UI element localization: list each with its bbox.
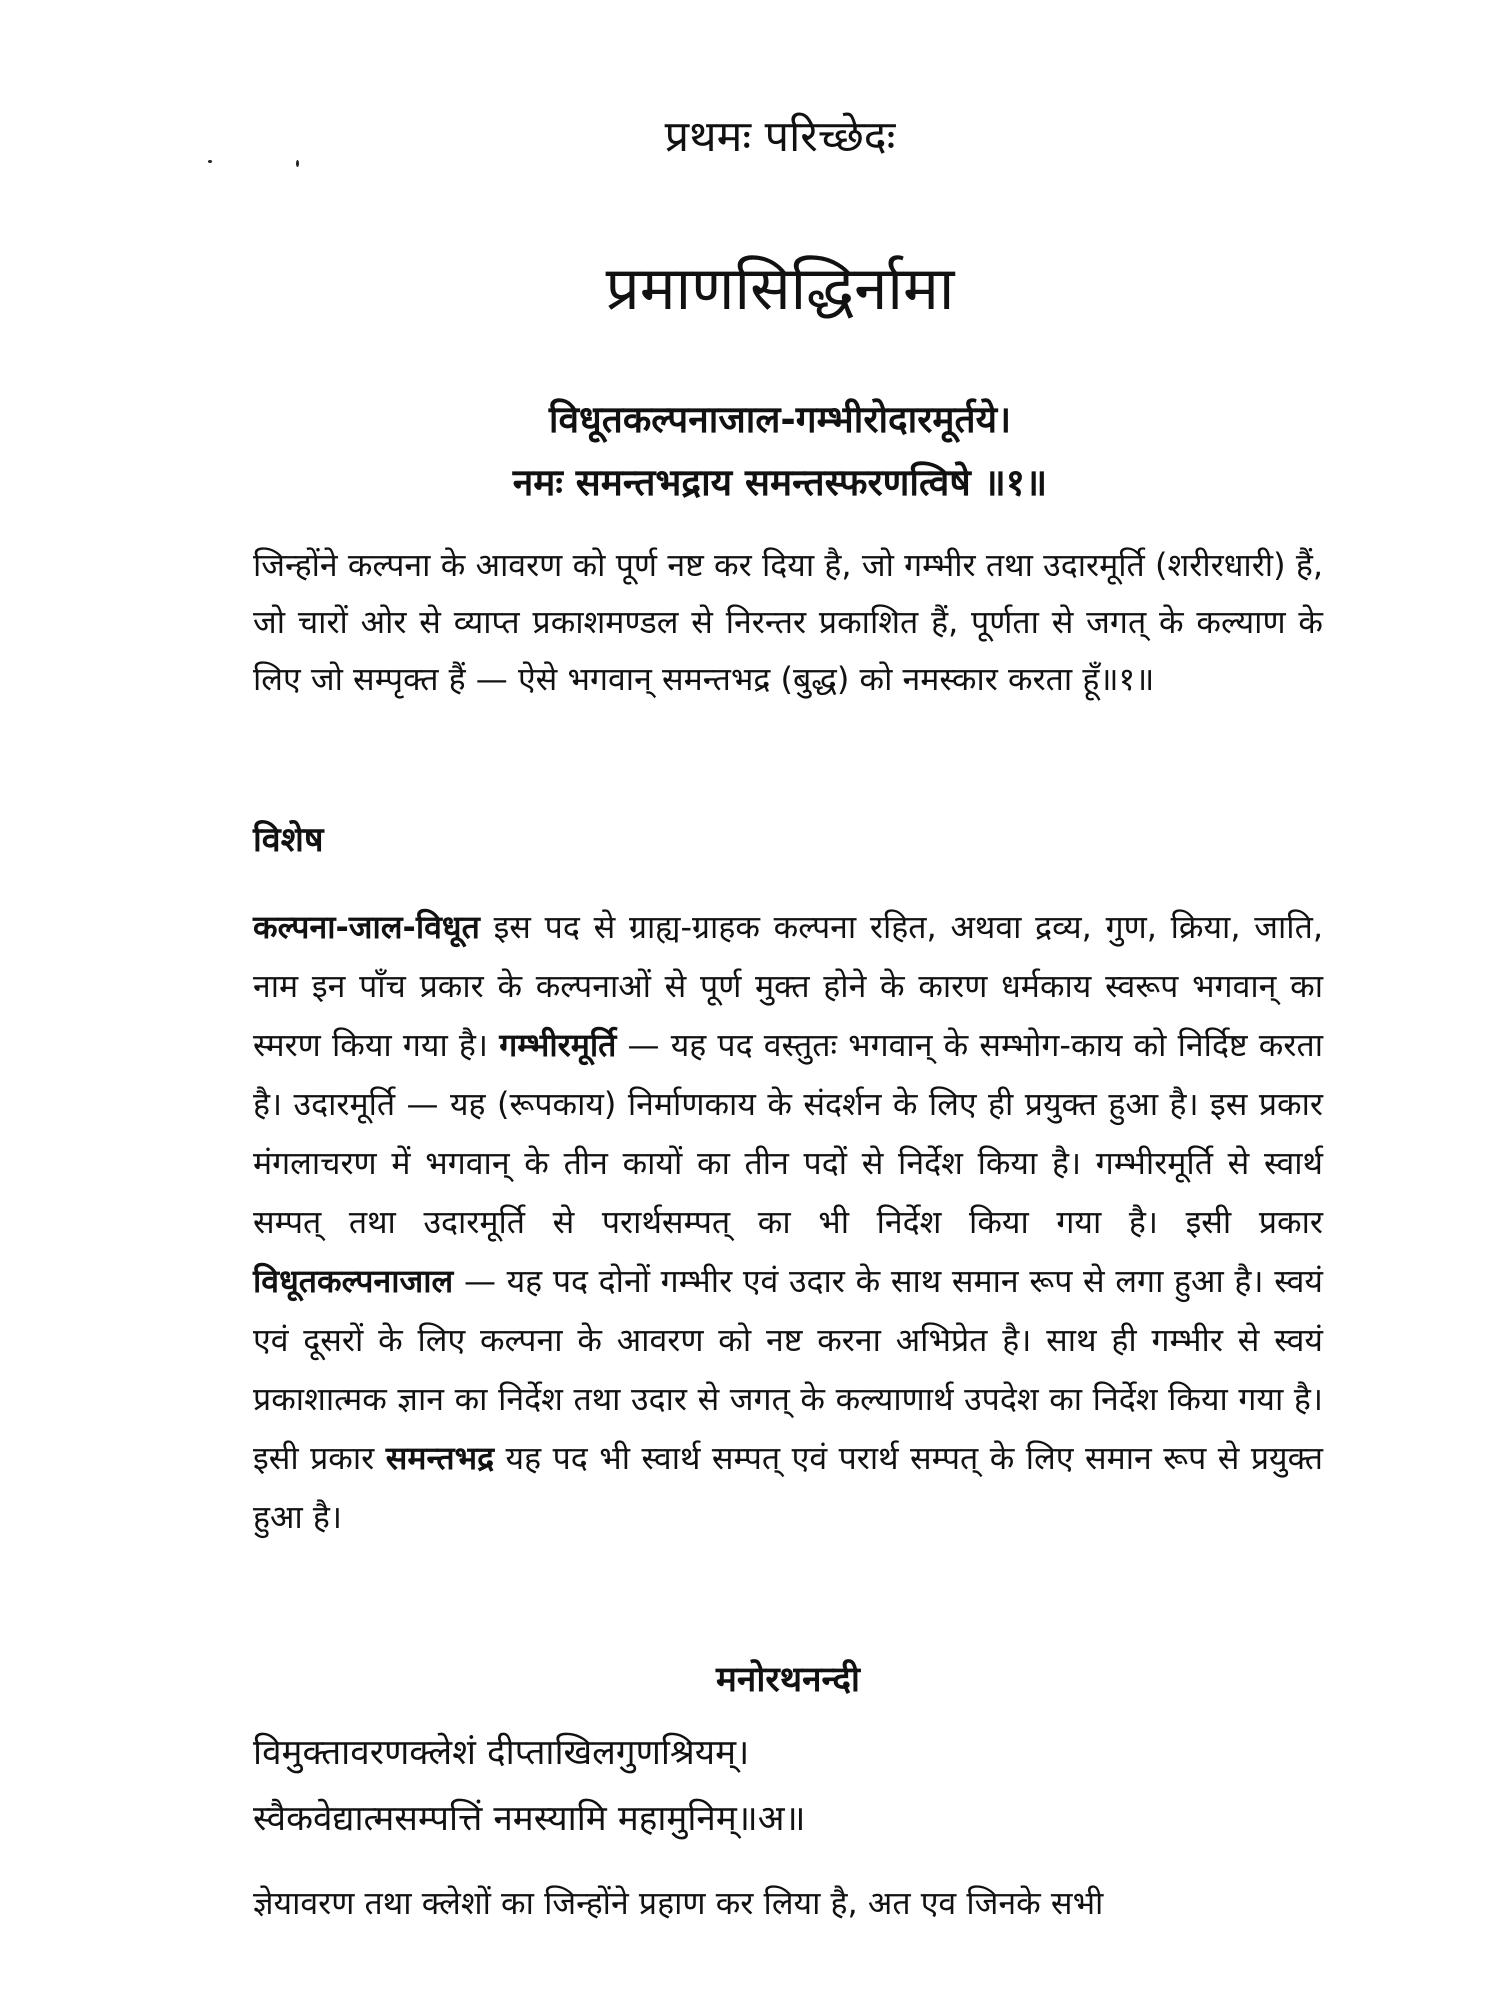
term-vidhutkalpanajaal: विधूतकल्पनाजाल	[253, 1262, 454, 1300]
visesh-text-4: यह पद भी स्वार्थ सम्पत् एवं परार्थ सम्पत् के लिए समान रूप से प्रयुक्त हुआ है।	[253, 1439, 1324, 1536]
translation-paragraph: जिन्होंने कल्पना के आवरण को पूर्ण नष्ट कर दिया है, जो गम्भीर तथा उदारमूर्ति (शरीरधारी) हैं, जो चारों ओर से व्याप्त प्रकाशमण्डल से निरन्तर प्रकाशित हैं, पूर्णता से जगत् के कल्याण के लिए जो सम्पृक्त हैं — ऐसे भगवान् समन्तभद्र (बुद्ध) को नमस्कार करता हूँ॥१॥	[253, 546, 1323, 698]
term-gambhirmurti: गम्भीरमूर्ति	[499, 1026, 617, 1064]
scan-speck	[208, 160, 212, 163]
chapter-label: प्रथमः परिच्छेदः	[664, 112, 896, 162]
term-kalpana-jaal-vidhut: कल्पना-जाल-विधूत	[253, 908, 480, 946]
sloka-line-2: स्वैकवेद्यात्मसम्पत्तिं नमस्यामि महामुनिम्॥अ॥	[253, 1799, 806, 1839]
visesh-text-1: इस पद से ग्राह्य-ग्राहक कल्पना रहित, अथवा द्रव्य, गुण, क्रिया, जाति, नाम इन पाँच प्रकार के कल्पनाओं से पूर्ण मुक्त होने के कारण धर्मकाय स्वरूप भगवान् का स्मरण किया गया है।	[253, 908, 1323, 1064]
section-title: प्रमाणसिद्धिर्नामा	[605, 254, 955, 324]
visesh-paragraph	[253, 898, 1323, 1547]
term-samantabhadra: समन्तभद्र	[385, 1439, 495, 1477]
verse-line-1: विधूतकल्पनाजाल-गम्भीरोदारमूर्तये।	[548, 398, 1012, 441]
visesh-text-3: — यह पद दोनों गम्भीर एवं उदार के साथ समान रूप से लगा हुआ है। स्वयं एवं दूसरों के लिए कल्पना के आवरण को नष्ट करना अभिप्रेत है। साथ ही गम्भीर से स्वयं प्रकाशात्मक ज्ञान का निर्देश तथा उदार से जगत् के कल्याणार्थ उपदेश का निर्देश किया गया है। इसी प्रकार	[253, 1262, 1323, 1477]
verse-line-2: नमः समन्तभद्राय समन्तस्फरणत्विषे ॥१॥	[512, 461, 1048, 504]
commentary-paragraph: ज्ञेयावरण तथा क्लेशों का जिन्होंने प्रहाण कर लिया है, अत एव जिनके सभी	[253, 1884, 1104, 1922]
manorathanandi-heading: मनोरथनन्दी	[716, 1660, 860, 1700]
visesh-heading: विशेष	[253, 820, 324, 860]
sloka-line-1: विमुक्तावरणक्लेशं दीप्ताखिलगुणश्रियम्।	[253, 1733, 750, 1773]
visesh-text-2: — यह पद वस्तुतः भगवान् के सम्भोग-काय को निर्दिष्ट करता है। उदारमूर्ति — यह (रूपकाय) निर्माणकाय के संदर्शन के लिए ही प्रयुक्त हुआ है। इस प्रकार मंगलाचरण में भगवान् के तीन कायों का तीन पदों से निर्देश किया है। गम्भीरमूर्ति से स्वार्थ सम्पत् तथा उदारमूर्ति से परार्थसम्पत् का भी निर्देश किया गया है। इसी प्रकार	[253, 1026, 1323, 1241]
